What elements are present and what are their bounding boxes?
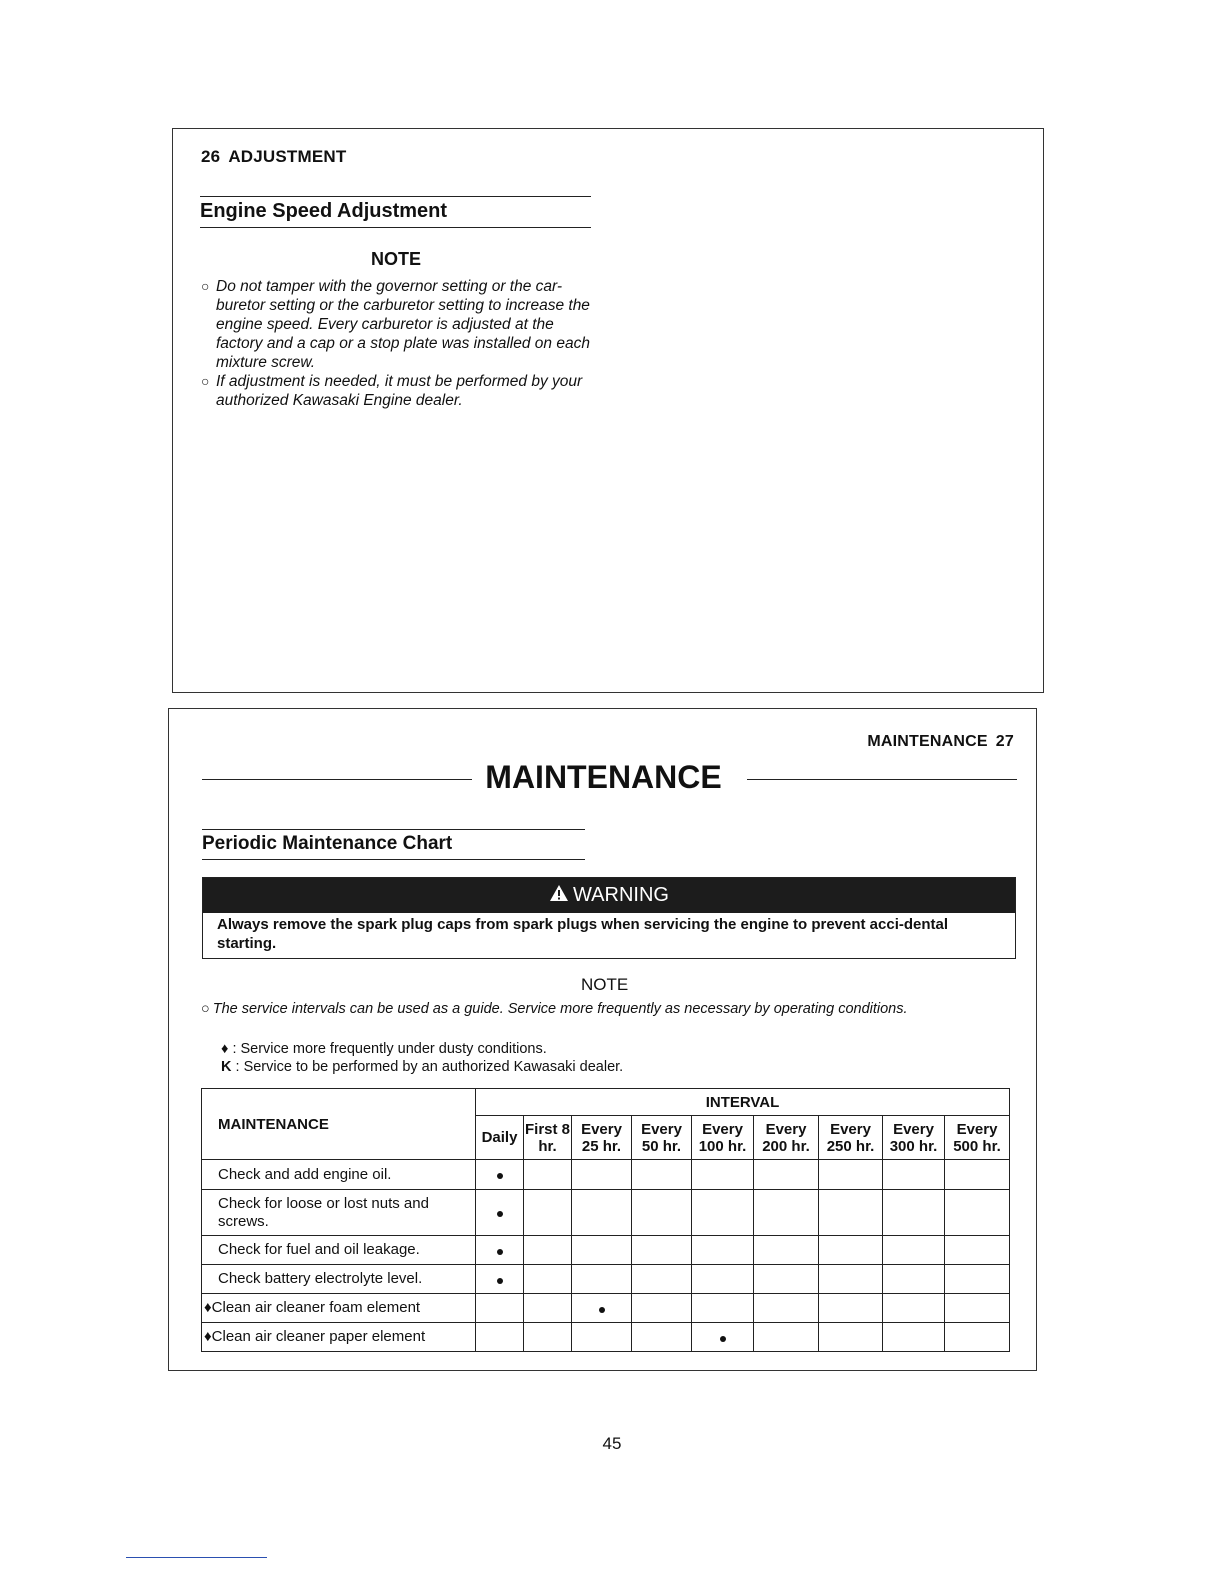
circle-bullet-icon: ○: [201, 1001, 210, 1017]
maintenance-task-text: Check for loose or lost nuts and screws.: [218, 1194, 429, 1230]
interval-cell: [524, 1236, 572, 1265]
service-dot-icon: [720, 1336, 726, 1342]
maintenance-task-cell: [202, 1160, 476, 1190]
maintenance-task-cell: [202, 1190, 476, 1236]
interval-cell: [632, 1294, 692, 1323]
legend-text: : Service more frequently under dusty conditions.: [232, 1041, 547, 1057]
interval-cell: [819, 1236, 883, 1265]
interval-cell: [524, 1160, 572, 1190]
note-item: [201, 277, 593, 372]
interval-cell: [572, 1294, 632, 1323]
table-row: [202, 1236, 1010, 1265]
interval-cell: [883, 1190, 945, 1236]
page-27-panel: [168, 708, 1037, 1371]
interval-column-header: Every 300 hr.: [883, 1116, 945, 1160]
note-item: [201, 372, 593, 410]
interval-cell: [524, 1265, 572, 1294]
interval-column-header: Every 50 hr.: [632, 1116, 692, 1160]
maintenance-table: [201, 1088, 1010, 1352]
diamond-icon: ♦: [204, 1299, 212, 1316]
legend-symbol-k: K: [221, 1059, 232, 1075]
interval-cell: [476, 1236, 524, 1265]
interval-cell: [819, 1265, 883, 1294]
maintenance-task-text: Clean air cleaner paper element: [211, 1328, 426, 1345]
interval-cell: [754, 1265, 819, 1294]
interval-cell: [692, 1323, 754, 1352]
interval-cell: [692, 1160, 754, 1190]
page-header-section: MAINTENANCE: [867, 733, 988, 750]
interval-cell: [572, 1265, 632, 1294]
note-list: [201, 277, 593, 410]
maintenance-column-header: MAINTENANCE: [202, 1089, 476, 1160]
interval-cell: [945, 1294, 1010, 1323]
interval-cell: [945, 1160, 1010, 1190]
interval-cell: [819, 1190, 883, 1236]
interval-cell: [692, 1236, 754, 1265]
interval-cell: [476, 1323, 524, 1352]
service-dot-icon: [497, 1211, 503, 1217]
interval-cell: [945, 1265, 1010, 1294]
interval-cell: [632, 1323, 692, 1352]
interval-cell: [476, 1190, 524, 1236]
interval-cell: [524, 1294, 572, 1323]
interval-cell: [883, 1236, 945, 1265]
page-header-number: 26: [201, 147, 221, 166]
note-text: If adjustment is needed, it must be performed by your authorized Kawasaki Engine dealer.: [216, 373, 583, 409]
interval-cell: [819, 1294, 883, 1323]
interval-cell: [476, 1160, 524, 1190]
diamond-icon: ♦: [221, 1041, 229, 1057]
warning-label: WARNING: [573, 884, 669, 906]
page-header-section: ADJUSTMENT: [228, 147, 347, 166]
service-dot-icon: [497, 1249, 503, 1255]
interval-column-header: First 8 hr.: [524, 1116, 572, 1160]
diamond-icon: ♦: [204, 1328, 212, 1345]
table-row: [202, 1160, 1010, 1190]
interval-cell: [692, 1294, 754, 1323]
interval-column-header: Every 100 hr.: [692, 1116, 754, 1160]
section-title-engine-speed: Engine Speed Adjustment: [200, 196, 591, 228]
footer-link-underline: [126, 1557, 267, 1558]
title-rule-right: [747, 779, 1017, 780]
maintenance-task-text: Clean air cleaner foam element: [211, 1299, 421, 1316]
page-header-27: [867, 733, 1014, 751]
page-header-26: [201, 147, 346, 167]
interval-cell: [883, 1265, 945, 1294]
interval-cell: [476, 1294, 524, 1323]
interval-column-header: Every 25 hr.: [572, 1116, 632, 1160]
service-dot-icon: [599, 1307, 605, 1313]
interval-cell: [819, 1323, 883, 1352]
interval-cell: [572, 1160, 632, 1190]
interval-cell: [883, 1294, 945, 1323]
interval-header: INTERVAL: [476, 1089, 1010, 1116]
maintenance-task-text: Check for fuel and oil leakage.: [218, 1241, 420, 1258]
interval-cell: [524, 1323, 572, 1352]
note-heading: NOTE: [371, 249, 422, 269]
note-text: [201, 1001, 908, 1017]
interval-cell: [754, 1190, 819, 1236]
maintenance-task-cell: [202, 1236, 476, 1265]
interval-cell: [883, 1160, 945, 1190]
warning-triangle-icon: [549, 879, 569, 914]
maintenance-task-text: Check and add engine oil.: [218, 1165, 392, 1183]
legend-item: [221, 1059, 623, 1075]
interval-cell: [632, 1236, 692, 1265]
legend-text: : Service to be performed by an authorized Kawasaki dealer.: [235, 1059, 624, 1075]
interval-cell: [572, 1323, 632, 1352]
legend-item: [221, 1041, 547, 1057]
service-dot-icon: [497, 1173, 503, 1179]
interval-cell: [632, 1160, 692, 1190]
interval-column-header: Every 500 hr.: [945, 1116, 1010, 1160]
interval-cell: [819, 1160, 883, 1190]
interval-cell: [945, 1190, 1010, 1236]
interval-cell: [632, 1190, 692, 1236]
interval-column-header: Daily: [476, 1116, 524, 1160]
note-text-body: The service intervals can be used as a guide. Service more frequently as necessary by operating conditions.: [212, 1001, 908, 1017]
table-row: [202, 1190, 1010, 1236]
maintenance-task-cell: [202, 1323, 476, 1352]
warning-text: Always remove the spark plug caps from spark plugs when servicing the engine to prevent acci-dental starting.: [217, 916, 949, 952]
warning-banner: [203, 878, 1015, 913]
interval-cell: [476, 1265, 524, 1294]
maintenance-task-text: Check battery electrolyte level.: [218, 1270, 423, 1287]
warning-box: [202, 877, 1016, 959]
note-heading: NOTE: [581, 975, 629, 994]
circle-bullet-icon: ○: [201, 373, 210, 389]
interval-cell: [945, 1236, 1010, 1265]
page-number: 45: [602, 1434, 622, 1453]
table-row: [202, 1294, 1010, 1323]
interval-cell: [572, 1236, 632, 1265]
page-26-panel: [172, 128, 1044, 693]
interval-cell: [754, 1160, 819, 1190]
maintenance-task-cell: [202, 1294, 476, 1323]
note-text: Do not tamper with the governor setting or the car-buretor setting or the carburetor setting to increase the engine speed. Every carburetor is adjusted at the factory and a cap or a stop plate was installed on each mixture screw.: [216, 278, 590, 371]
table-row: [202, 1323, 1010, 1352]
section-title-periodic-chart: Periodic Maintenance Chart: [202, 829, 585, 860]
service-dot-icon: [497, 1278, 503, 1284]
interval-column-header: Every 250 hr.: [819, 1116, 883, 1160]
circle-bullet-icon: ○: [201, 278, 210, 294]
interval-cell: [754, 1294, 819, 1323]
table-row: [202, 1265, 1010, 1294]
interval-cell: [883, 1323, 945, 1352]
interval-cell: [692, 1190, 754, 1236]
interval-cell: [945, 1323, 1010, 1352]
interval-cell: [692, 1265, 754, 1294]
interval-cell: [632, 1265, 692, 1294]
interval-cell: [524, 1190, 572, 1236]
chapter-title: MAINTENANCE: [485, 759, 722, 795]
interval-cell: [754, 1323, 819, 1352]
maintenance-task-cell: [202, 1265, 476, 1294]
interval-column-header: Every 200 hr.: [754, 1116, 819, 1160]
page-header-number: 27: [995, 733, 1014, 750]
interval-cell: [754, 1236, 819, 1265]
interval-cell: [572, 1190, 632, 1236]
